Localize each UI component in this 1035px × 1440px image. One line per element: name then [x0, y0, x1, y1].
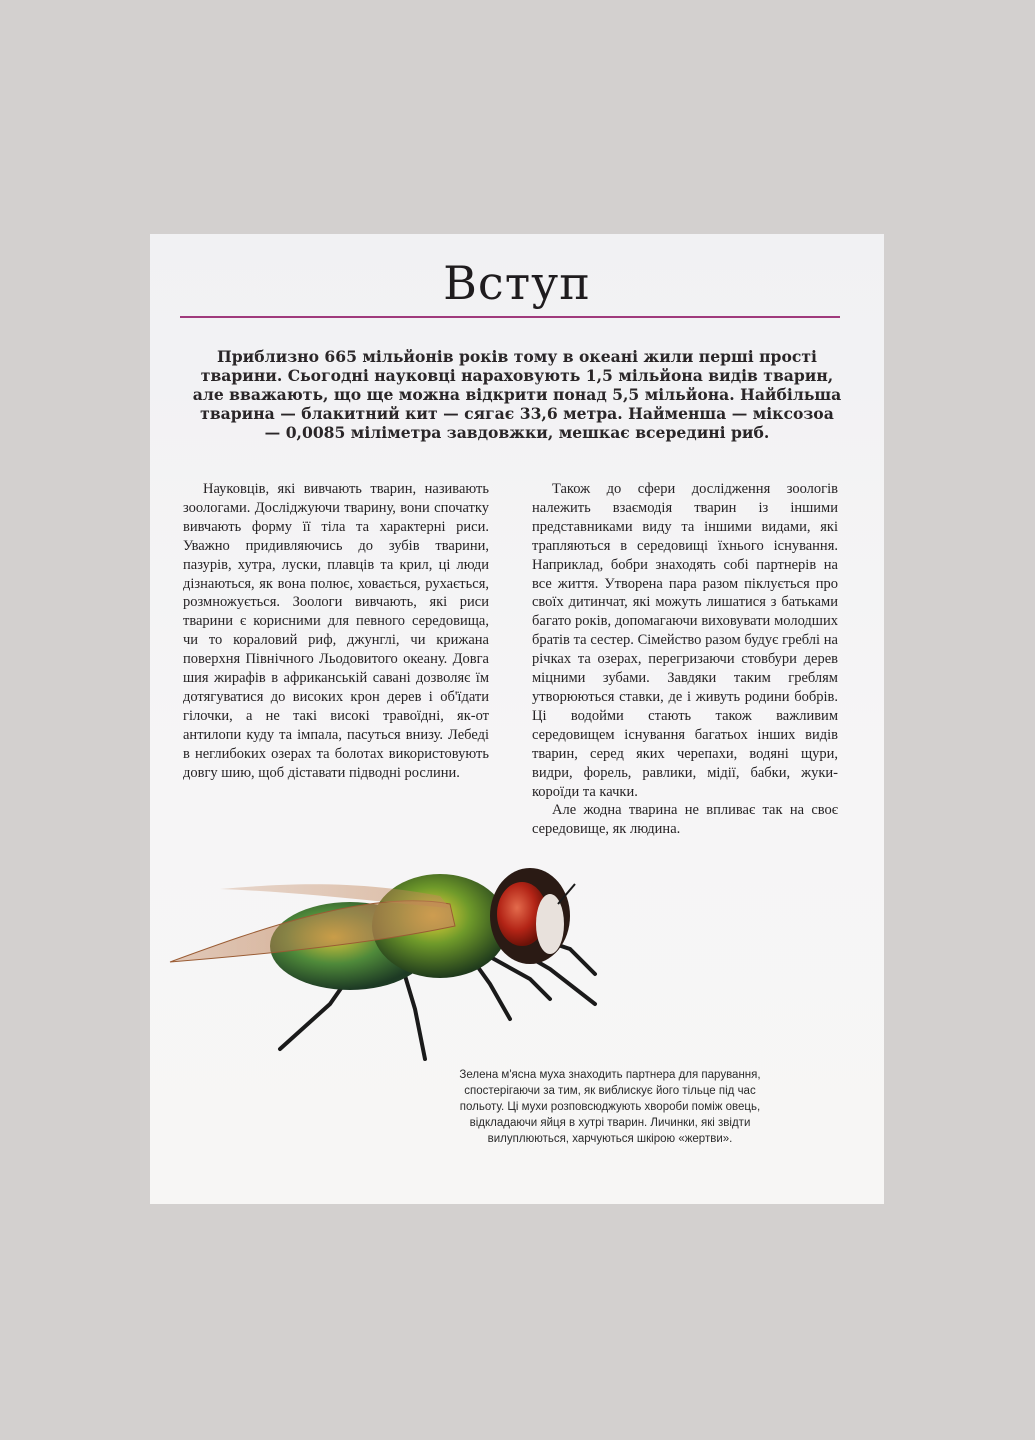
- left-paragraph-1: Науковців, які вивчають тварин, називають зоологами. Досліджуючи тварину, вони спочатку вивчають форму її тіла та характерні риси. Уважно придивляючись до зубів тварини, пазурів, хутра, луски, плавців та крил, ці люди дізнаються, як вона полює, ховається, рухається, розмножується. Зоологи вивчають, які риси тварини є корисними для певного середовища, чи то кораловий риф, джунглі, чи крижана поверхня Північного Льодовитого океану. Довга шия жирафів в африканській савані дозволяє їм дотягуватися до високих крон дерев і об'їдати гілочки, а не такі високі травоїдні, як-от антилопи куду та імпала, пасуться внизу. Лебеді в неглибоких озерах та болотах використовують довгу шию, щоб діставати підводні рослини.: [183, 481, 489, 781]
- lead-paragraph: Приблизно 665 мільйонів років тому в океані жили перші прості тварини. Сьогодні науковці нараховують 1,5 мільйона видів тварин, але вважають, що ще можна відкрити понад 5,5 мільйона. Найбільша тварина — блакитний кит — сягає 33,6 метра. Найменша — міксозоа — 0,0085 міліметра завдовжки, мешкає всередині риб.: [192, 347, 842, 442]
- left-column: [183, 480, 489, 783]
- title-divider: [180, 316, 840, 318]
- page-title: Вступ: [443, 256, 591, 310]
- right-paragraph-2: Але жодна тварина не впливає так на своє середовище, як людина.: [532, 802, 838, 838]
- right-paragraph-1: Також до сфери дослідження зоологів належить взаємодія тварин із іншими представниками виду та іншими видами, які трапляються в середовищі їхнього існування. Наприклад, бобри знаходять собі партнерів на все життя. Утворена пара разом піклується про своїх дитинчат, які можуть лишатися з батьками багато років, допомагаючи виховувати молодших братів та сестер. Сімейство разом будує греблі на річках та озерах, перегризаючи стовбури дерев міцними зубами. Завдяки таким греблям утворюються ставки, де і живуть родини бобрів. Ці водойми стають також важливим середовищем існування багатьох інших видів тварин, серед яких черепахи, водяні щури, видри, форель, равлики, мідії, бабки, жуки-короїди та качки.: [532, 481, 838, 800]
- right-column: [532, 480, 838, 839]
- photo-caption: Зелена м'ясна муха знаходить партнера для парування, спостерігаючи за тим, як виблискує його тільце під час польоту. Ці мухи розповсюджують хвороби поміж овець, відкладаючи яйця в хутрі тварин. Личинки, які звідти вилуплюються, харчуються шкірою «жертви».: [459, 1069, 761, 1145]
- book-page: [150, 234, 884, 1204]
- green-bottle-fly-illustration: [150, 834, 884, 1064]
